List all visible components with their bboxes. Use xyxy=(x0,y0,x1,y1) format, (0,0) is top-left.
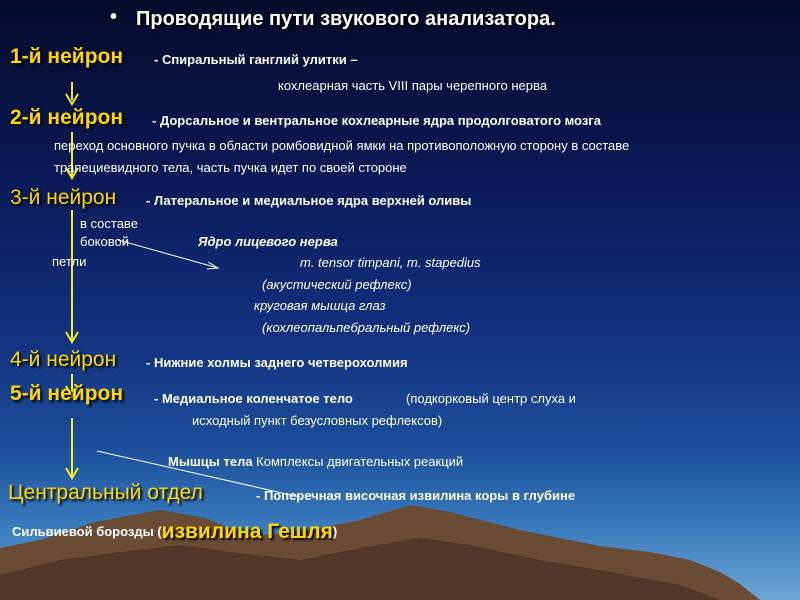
neuron-5-note2: исходный пункт безусловных рефлексов) xyxy=(192,413,443,428)
central-desc: - Поперечная височная извилина коры в глубине xyxy=(256,488,576,503)
neuron-3-lemniscus: петли xyxy=(52,254,87,269)
neuron-4-desc: - Нижние холмы заднего четверохолмия xyxy=(146,355,408,370)
neuron-3-lateral: боковой xyxy=(80,234,129,249)
neuron-5-desc: - Медиальное коленчатое тело xyxy=(154,391,353,406)
stapedius-muscles: m. tensor timpani, m. stapedius xyxy=(300,255,481,270)
neuron-2-label: 2-й нейрон xyxy=(10,106,124,129)
facial-nucleus: Ядро лицевого нерва xyxy=(198,234,338,249)
sylvian-fissure-text: Сильвиевой борозды ( xyxy=(12,524,162,539)
neuron-3-in-composition: в составе xyxy=(80,216,138,231)
neuron-3-desc: - Латеральное и медиальное ядра верхней оливы xyxy=(146,193,472,208)
neuron-5-label: 5-й нейрон xyxy=(10,382,124,405)
neuron-2-line3: трапециевидного тела, часть пучка идет по своей стороне xyxy=(54,160,407,175)
central-close-paren: ) xyxy=(332,524,338,539)
heschl-gyrus: извилина Гешля xyxy=(161,520,333,543)
central-line2-wrap xyxy=(12,520,337,544)
neuron-3-label: 3-й нейрон xyxy=(10,186,117,209)
body-muscles-rest: Комплексы двигательных реакций xyxy=(252,454,464,469)
cochleopalpebral-reflex: (кохлеопальпебральный рефлекс) xyxy=(262,320,471,335)
neuron-2-line2: переход основного пучка в области ромбовидной ямки на противоположную сторону в составе xyxy=(54,138,630,153)
title-bullet: • xyxy=(110,6,118,28)
neuron-4-label: 4-й нейрон xyxy=(10,348,117,371)
neuron-2-desc: - Дорсальное и вентральное кохлеарные ядра продолговатого мозга xyxy=(152,113,601,128)
body-muscles-bold: Мышцы тела xyxy=(168,454,253,469)
neuron-1-desc2: кохлеарная часть VIII пары черепного нерва xyxy=(278,78,548,93)
central-label: Центральный отдел xyxy=(8,481,203,504)
page-title: Проводящие пути звукового анализатора. xyxy=(136,8,556,30)
neuron-1-desc: - Спиральный ганглий улитки – xyxy=(154,52,358,67)
neuron-1-label: 1-й нейрон xyxy=(10,45,124,68)
acoustic-reflex: (акустический рефлекс) xyxy=(262,277,412,292)
orbicularis-oculi: круговая мышца глаз xyxy=(254,298,386,313)
body-muscles-line xyxy=(168,454,463,469)
neuron-5-note1: (подкорковый центр слуха и xyxy=(406,391,576,406)
